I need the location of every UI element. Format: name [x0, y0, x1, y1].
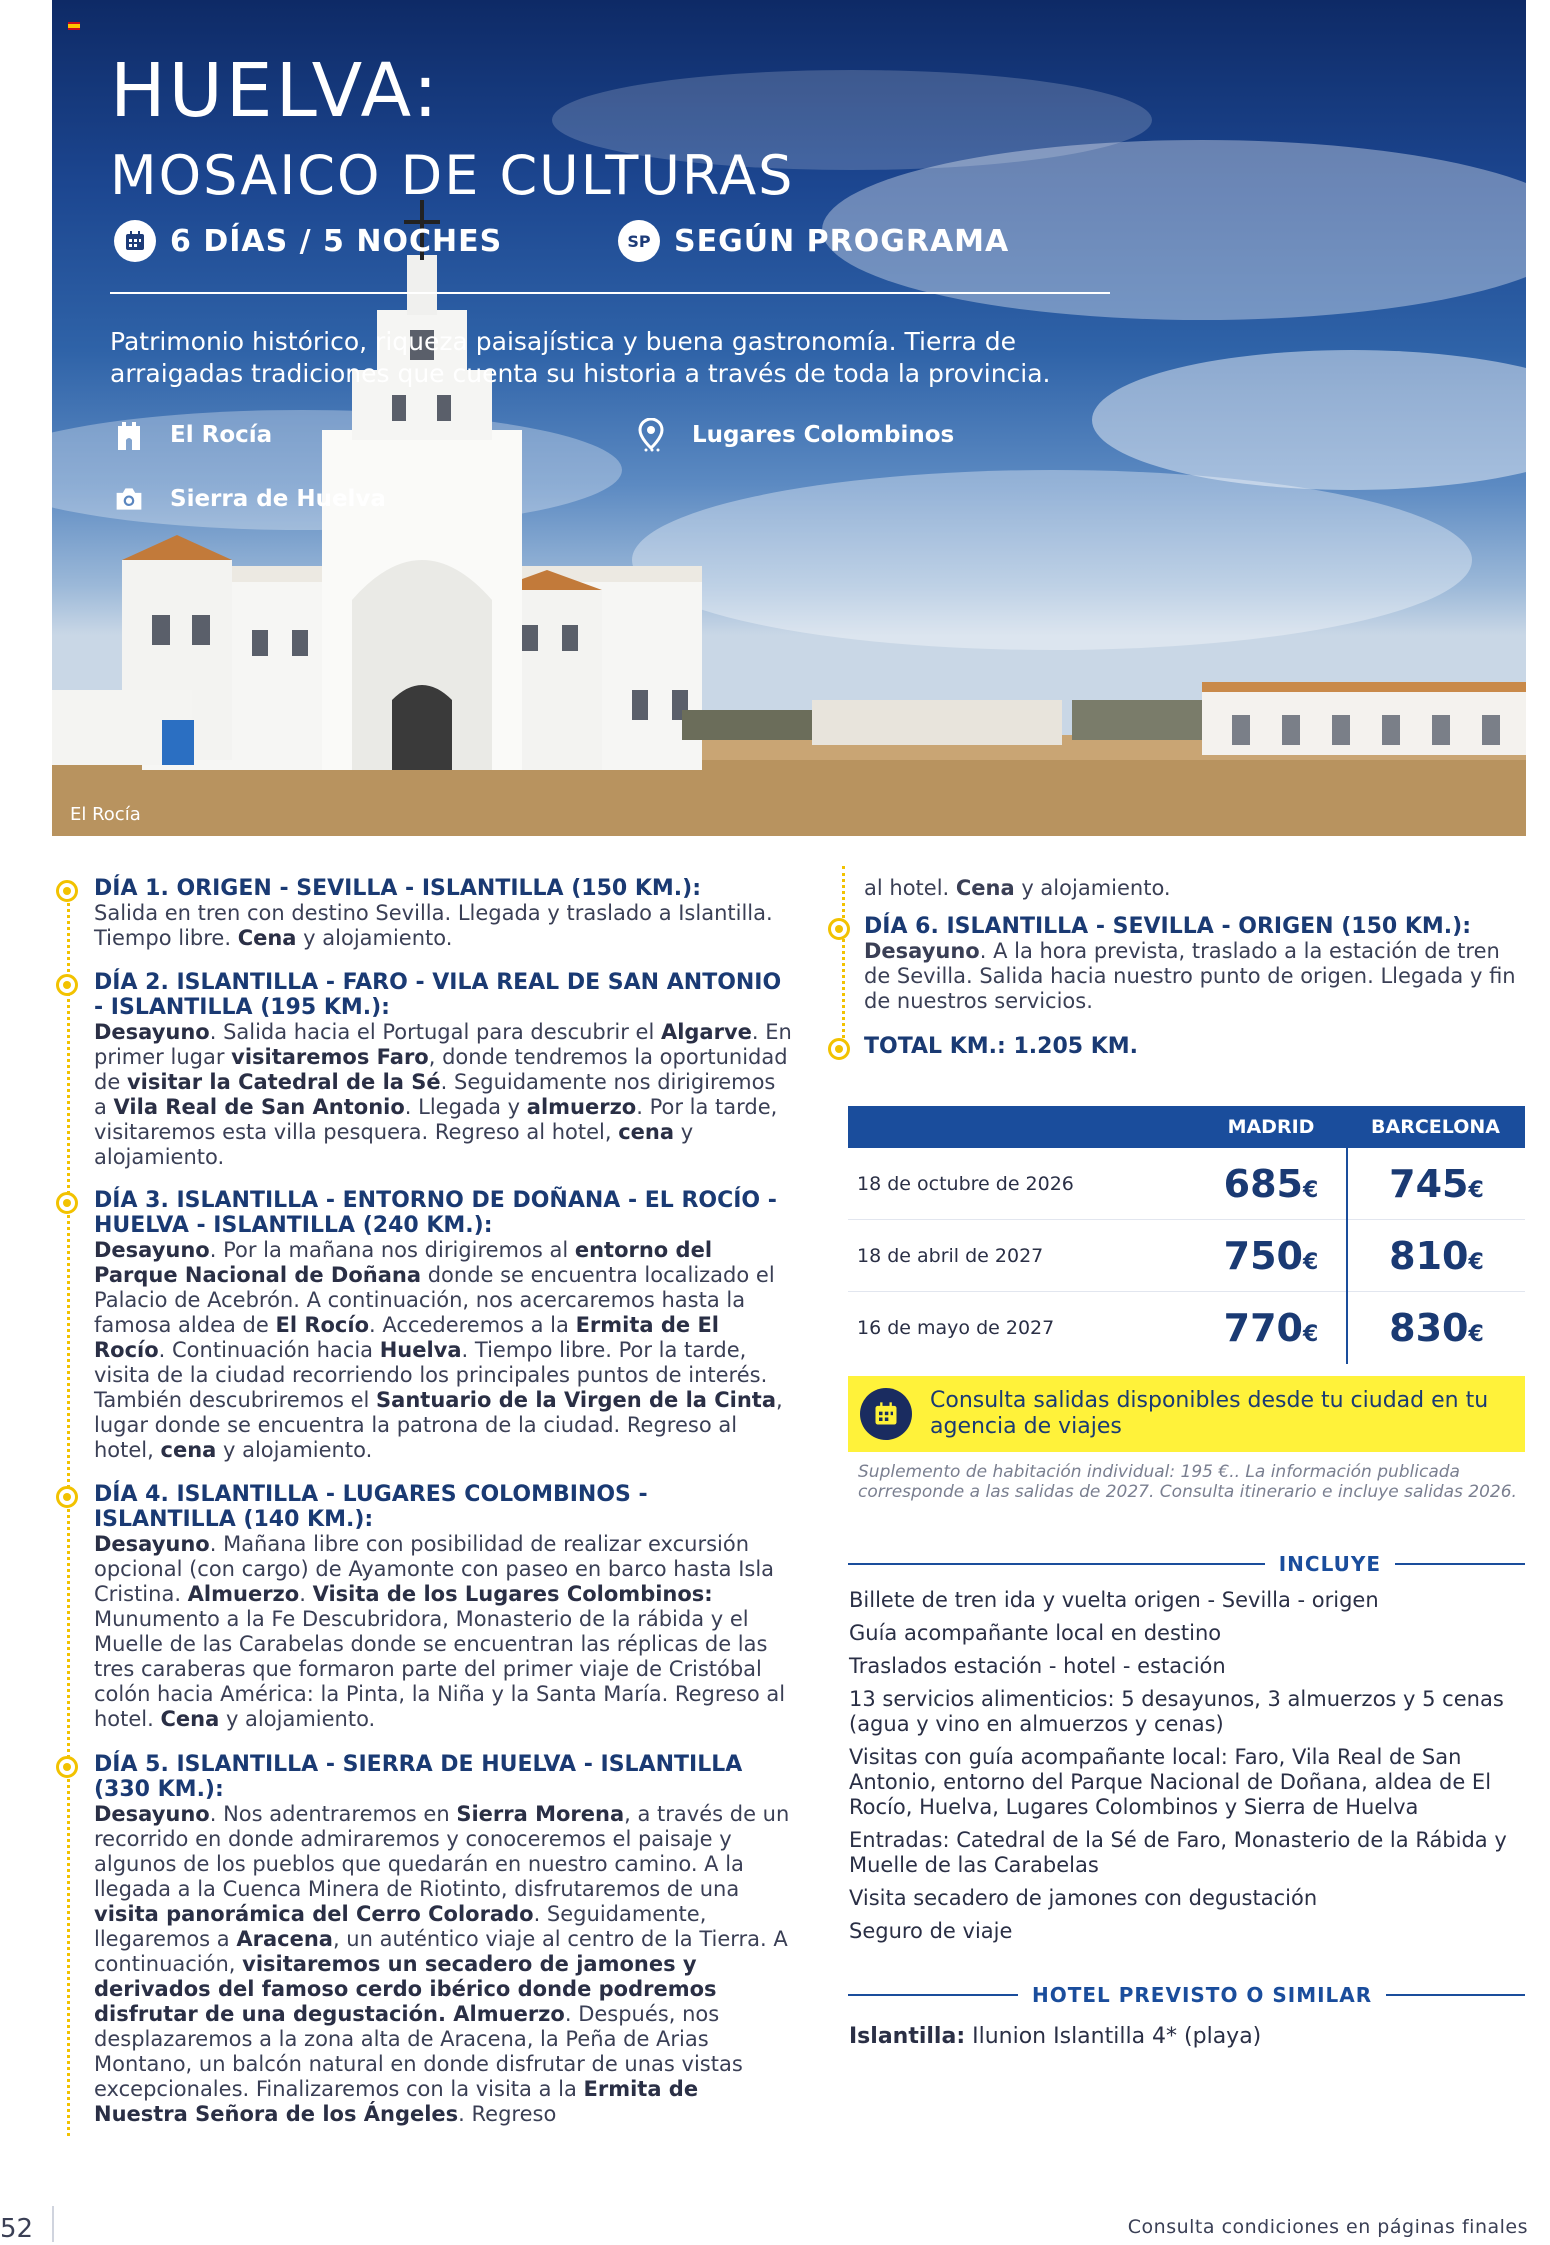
total-km-label: TOTAL KM.: 1.205 KM.: [864, 1034, 1139, 1059]
highlight-rocio: [114, 420, 272, 450]
price-barcelona: 745€: [1346, 1148, 1525, 1220]
hotel-info: [849, 2024, 1261, 2049]
day-5: [52, 1752, 792, 2127]
target-bullet-icon: [56, 974, 78, 996]
page-title: HUELVA:: [110, 48, 441, 134]
list-item: Entradas: Catedral de la Sé de Faro, Monasterio de la Rábida y Muelle de las Carabelas: [849, 1828, 1507, 1877]
hotel-heading: [848, 1983, 1525, 2007]
day-body: Desayuno. Salida hacia el Portugal para descubrir el Algarve. En primer lugar visitaremos Faro, donde tendremos la oportunidad de visitar la Catedral de la Sé. Seguidamente nos dirigiremos a Vila Real de San Antonio. Llegada y almuerzo. Por la tarde, visitaremos esta villa pesquera. Regreso al hotel, cena y alojamiento.: [94, 1020, 792, 1169]
divider: [110, 292, 1110, 294]
day-4: [52, 1482, 792, 1732]
calendar-icon: [114, 220, 156, 262]
departure-date: 18 de octubre de 2026: [857, 1172, 1074, 1195]
castle-icon: [114, 420, 144, 450]
target-bullet-icon: [56, 1756, 78, 1778]
highlight-colombinos: [636, 420, 954, 450]
list-item: Visita secadero de jamones con degustación: [849, 1886, 1318, 1910]
price-barcelona: 830€: [1346, 1292, 1525, 1364]
day-title: DÍA 2. ISLANTILLA - FARO - VILA REAL DE SAN ANTONIO - ISLANTILLA (195 KM.):: [94, 970, 782, 1020]
hero-photo: [52, 0, 1526, 836]
list-item: Seguro de viaje: [849, 1919, 1013, 1943]
price-table-header: [848, 1106, 1525, 1148]
location-pin-icon: [636, 420, 666, 450]
total-km: [826, 1034, 1526, 1059]
list-item: Billete de tren ida y vuelta origen - Sevilla - origen: [849, 1588, 1379, 1612]
day-title: DÍA 3. ISLANTILLA - ENTORNO DE DOÑANA - EL ROCÍO - HUELVA - ISLANTILLA (240 KM.):: [94, 1188, 777, 1238]
list-item: Visitas con guía acompañante local: Faro, Vila Real de San Antonio, entorno del Parque Nacional de Doñana, aldea de El Rocío, Huelva, Lugares Colombinos y Sierra de Huelva: [849, 1745, 1492, 1819]
page-number: 52: [0, 2214, 34, 2244]
day-body: Desayuno. Por la mañana nos dirigiremos al entorno del Parque Nacional de Doñana donde se encuentra localizado el Palacio de Acebrón. A continuación, nos acercaremos hasta la famosa aldea de El Rocío. Accederemos a la Ermita de El Rocío. Continuación hacia Huelva. Tiempo libre. Por la tarde, visita de la ciudad recorriendo los principales puntos de interés. También descubriremos el Santuario de la Virgen de la Cinta, lugar donde se encuentra la patrona de la ciudad. Regreso al hotel, cena y alojamiento.: [94, 1238, 783, 1462]
includes-title: INCLUYE: [1278, 1552, 1381, 1576]
target-bullet-icon: [56, 1486, 78, 1508]
departures-banner: [848, 1376, 1525, 1452]
day-body: al hotel. Cena y alojamiento.: [864, 876, 1171, 900]
highlight-label: El Rocía: [170, 422, 273, 448]
regime: [618, 220, 1009, 262]
price-madrid: 750€: [1223, 1233, 1319, 1278]
highlight-label: Sierra de Huelva: [170, 486, 386, 512]
day-body: Desayuno. Mañana libre con posibilidad de realizar excursión opcional (con cargo) de Ayamonte con paseo en barco hasta Isla Cristina. Almuerzo. Visita de los Lugares Colombinos: Munumento a la Fe Descubridora, Monasterio de la rábida y el Muelle de las Carabelas donde se encuentran las réplicas de las tres caraberas que formaron parte del primer viaje de Cristóbal colón hacia América: la Pinta, la Niña y la Santa María. Regreso al hotel. Cena y alojamiento.: [94, 1532, 786, 1731]
camera-icon: [114, 484, 144, 514]
day-title: DÍA 1. ORIGEN - SEVILLA - ISLANTILLA (150 KM.):: [94, 876, 702, 901]
calendar-icon: [860, 1388, 912, 1440]
hotel-place: Islantilla:: [849, 2024, 966, 2049]
language-flag: [68, 22, 80, 30]
day-title: DÍA 4. ISLANTILLA - LUGARES COLOMBINOS - ISLANTILLA (140 KM.):: [94, 1482, 648, 1532]
hotel-title: HOTEL PREVISTO O SIMILAR: [1032, 1983, 1373, 2007]
day-body: Desayuno. A la hora prevista, traslado a la estación de tren de Sevilla. Salida hacia nuestro punto de origen. Llegada y fin de nuestros servicios.: [864, 939, 1516, 1013]
regime-badge: SP: [618, 220, 660, 262]
table-row: [848, 1220, 1525, 1292]
day-title: DÍA 6. ISLANTILLA - SEVILLA - ORIGEN (150 KM.):: [864, 914, 1472, 939]
day-6: [826, 914, 1526, 1014]
day-3: [52, 1188, 792, 1463]
price-madrid: 685€: [1223, 1161, 1319, 1206]
duration-label: 6 DÍAS / 5 NOCHES: [170, 223, 503, 259]
hotel-name: Ilunion Islantilla 4* (playa): [972, 2024, 1262, 2049]
table-row: [848, 1292, 1525, 1364]
target-bullet-icon: [56, 1192, 78, 1214]
column-header: MADRID: [1227, 1116, 1315, 1138]
departure-date: 16 de mayo de 2027: [857, 1317, 1055, 1339]
price-table: [848, 1106, 1525, 1364]
photo-caption: El Rocía: [70, 804, 141, 825]
target-bullet-icon: [828, 1038, 850, 1060]
price-barcelona: 810€: [1346, 1220, 1525, 1292]
departure-date: 18 de abril de 2027: [857, 1244, 1044, 1267]
includes-list: [849, 1588, 1529, 1952]
target-bullet-icon: [828, 918, 850, 940]
day-2: [52, 970, 792, 1170]
target-bullet-icon: [56, 880, 78, 902]
list-item: Guía acompañante local en destino: [849, 1621, 1222, 1645]
list-item: 13 servicios alimenticios: 5 desayunos, 3 almuerzos y 5 cenas (agua y vino en almuerzos y cenas): [849, 1687, 1504, 1736]
day-body: Salida en tren con destino Sevilla. Llegada y traslado a Islantilla. Tiempo libre. Cena y alojamiento.: [94, 901, 773, 950]
list-item: Traslados estación - hotel - estación: [849, 1654, 1226, 1678]
day-1: [52, 876, 792, 951]
day-title: DÍA 5. ISLANTILLA - SIERRA DE HUELVA - ISLANTILLA (330 KM.):: [94, 1752, 743, 1802]
highlight-label: Lugares Colombinos: [692, 422, 955, 448]
price-madrid: 770€: [1223, 1306, 1319, 1350]
day-body: Desayuno. Nos adentraremos en Sierra Morena, a través de un recorrido en donde admiraremos y conoceremos el paisaje y algunos de los pueblos que quedarán en nuestro camino. A la llegada a la Cuenca Minera de Riotinto, disfrutaremos de una visita panorámica del Cerro Colorado. Seguidamente, llegaremos a Aracena, un auténtico viaje al centro de la Tierra. A continuación, visitaremos un secadero de jamones y derivados del famoso cerdo ibérico donde podremos disfrutar de una degustación. Almuerzo. Después, nos desplazaremos a la zona alta de Aracena, la Peña de Arias Montano, un balcón natural en donde disfrutar de unas vistas excepcionales. Finalizaremos con la visita a la Ermita de Nuestra Señora de los Ángeles. Regreso: [94, 1802, 790, 2126]
table-row: [848, 1148, 1525, 1220]
divider: [52, 2206, 54, 2242]
regime-label: SEGÚN PROGRAMA: [674, 223, 1010, 259]
supplement-note: Suplemento de habitación individual: 195 €.. La información publicada corresponde a las salidas de 2027. Consulta itinerario e incluye salidas 2026.: [858, 1462, 1517, 1502]
intro-text: Patrimonio histórico, riqueza paisajística y buena gastronomía. Tierra de arraigadas tradiciones que cuenta su historia a través de toda la provincia.: [110, 327, 1051, 388]
day-5-continued: [826, 876, 1526, 901]
includes-heading: [848, 1552, 1525, 1576]
page-subtitle: MOSAICO DE CULTURAS: [110, 144, 795, 207]
departures-text: Consulta salidas disponibles desde tu ciudad en tu agencia de viajes: [930, 1388, 1489, 1439]
highlight-sierra: [114, 484, 386, 514]
duration: [114, 220, 502, 262]
footer-note: Consulta condiciones en páginas finales: [1127, 2216, 1528, 2238]
column-header: BARCELONA: [1371, 1116, 1500, 1138]
